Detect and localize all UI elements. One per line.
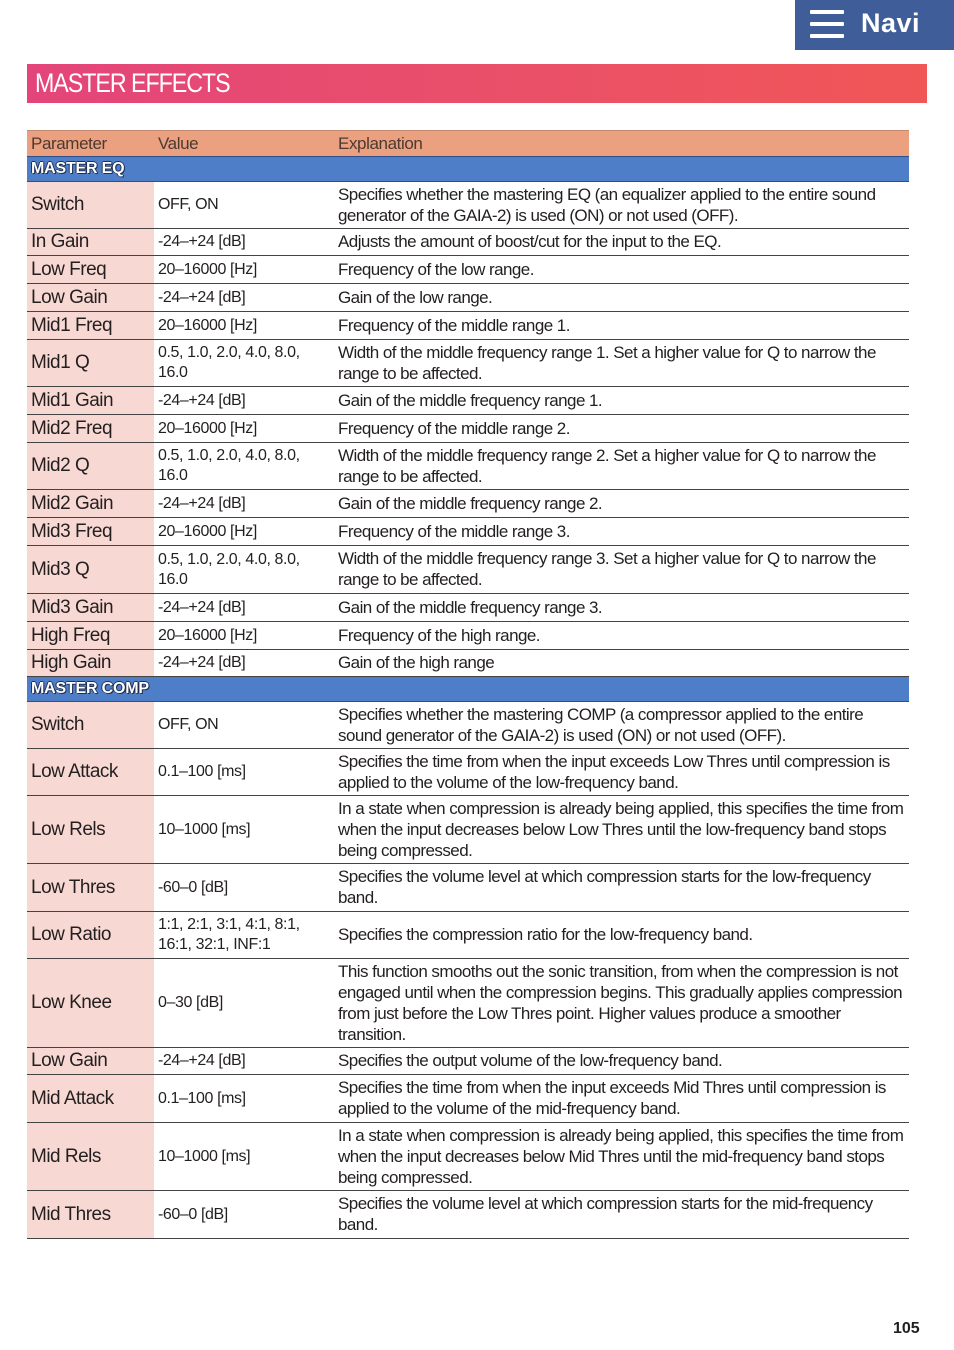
parameter-name-cell: Low Freq <box>27 256 154 284</box>
parameter-explanation-cell: In a state when compression is already being applied, this specifies the time from when the input decreases below Mid Thres until the mid-frequency band stops being compressed. <box>334 1123 909 1191</box>
table-row <box>27 1075 909 1123</box>
parameter-value-cell: 0.5, 1.0, 2.0, 4.0, 8.0, 16.0 <box>154 443 334 490</box>
parameter-explanation-cell: Specifies the output volume of the low-frequency band. <box>334 1048 909 1075</box>
parameter-explanation-cell: Gain of the high range <box>334 650 909 677</box>
parameter-name-cell: Low Attack <box>27 749 154 796</box>
parameter-explanation-cell: This function smooths out the sonic transition, from when the compression is not engaged until when the compression begins. This gradually applies compression from just before the Low Thres point. Higher values produce a smoother transition. <box>334 959 909 1048</box>
parameter-value-cell: 10–1000 [ms] <box>154 796 334 864</box>
table-row <box>27 1191 909 1239</box>
parameter-explanation-cell: Frequency of the high range. <box>334 622 909 650</box>
table-row <box>27 959 909 1048</box>
parameter-name-cell: Low Gain <box>27 1048 154 1075</box>
section-title-bar <box>27 64 927 103</box>
section-header-row <box>27 157 909 182</box>
parameter-value-cell: 1:1, 2:1, 3:1, 4:1, 8:1, 16:1, 32:1, INF:1 <box>154 912 334 959</box>
section-header-row <box>27 677 909 702</box>
parameter-value-cell: -60–0 [dB] <box>154 864 334 912</box>
parameter-value-cell: OFF, ON <box>154 702 334 749</box>
table-row <box>27 490 909 518</box>
parameter-name-cell: Mid Rels <box>27 1123 154 1191</box>
parameter-name-cell: Low Knee <box>27 959 154 1048</box>
table-row <box>27 864 909 912</box>
parameter-explanation-cell: Specifies the compression ratio for the low-frequency band. <box>334 912 909 959</box>
parameter-name-cell: Mid3 Freq <box>27 518 154 546</box>
parameter-explanation-cell: Frequency of the middle range 2. <box>334 415 909 443</box>
section-title: MASTER COMP <box>31 680 149 697</box>
parameter-explanation-cell: Adjusts the amount of boost/cut for the input to the EQ. <box>334 229 909 256</box>
parameter-name-cell: Mid1 Gain <box>27 387 154 415</box>
parameter-name-cell: Low Rels <box>27 796 154 864</box>
parameter-explanation-cell: Gain of the middle frequency range 3. <box>334 594 909 622</box>
table-body <box>27 157 909 1239</box>
parameter-explanation-cell: Width of the middle frequency range 2. Set a higher value for Q to narrow the range to be affected. <box>334 443 909 490</box>
parameter-value-cell: 0.1–100 [ms] <box>154 749 334 796</box>
parameter-explanation-cell: Gain of the middle frequency range 1. <box>334 387 909 415</box>
parameter-name-cell: Mid1 Freq <box>27 312 154 340</box>
header-explanation: Explanation <box>334 131 909 157</box>
parameter-name-cell: Mid2 Freq <box>27 415 154 443</box>
parameter-name-cell: Mid Thres <box>27 1191 154 1239</box>
parameter-name-cell: Mid3 Q <box>27 546 154 594</box>
parameter-explanation-cell: Specifies the volume level at which compression starts for the low-frequency band. <box>334 864 909 912</box>
parameter-value-cell: -24–+24 [dB] <box>154 1048 334 1075</box>
parameter-explanation-cell: Frequency of the middle range 3. <box>334 518 909 546</box>
table-row <box>27 443 909 490</box>
parameter-explanation-cell: Specifies the time from when the input exceeds Low Thres until compression is applied to the volume of the low-frequency band. <box>334 749 909 796</box>
parameter-explanation-cell: Gain of the middle frequency range 2. <box>334 490 909 518</box>
parameter-table <box>27 130 909 1239</box>
parameter-value-cell: -60–0 [dB] <box>154 1191 334 1239</box>
parameter-value-cell: -24–+24 [dB] <box>154 387 334 415</box>
parameter-name-cell: High Gain <box>27 650 154 677</box>
parameter-name-cell: Mid1 Q <box>27 340 154 387</box>
table-header-row <box>27 131 909 157</box>
parameter-value-cell: -24–+24 [dB] <box>154 594 334 622</box>
parameter-value-cell: 20–16000 [Hz] <box>154 622 334 650</box>
parameter-value-cell: 0.5, 1.0, 2.0, 4.0, 8.0, 16.0 <box>154 546 334 594</box>
navi-label: Navi <box>861 8 921 38</box>
hamburger-menu-icon <box>810 10 844 38</box>
table-row <box>27 312 909 340</box>
parameter-value-cell: -24–+24 [dB] <box>154 229 334 256</box>
parameter-name-cell: Mid Attack <box>27 1075 154 1123</box>
table-row <box>27 546 909 594</box>
parameter-explanation-cell: Specifies the volume level at which compression starts for the mid-frequency band. <box>334 1191 909 1239</box>
parameter-name-cell: Low Ratio <box>27 912 154 959</box>
parameter-value-cell: 0–30 [dB] <box>154 959 334 1048</box>
parameter-value-cell: 20–16000 [Hz] <box>154 256 334 284</box>
table-row <box>27 518 909 546</box>
parameter-name-cell: In Gain <box>27 229 154 256</box>
parameter-value-cell: 0.1–100 [ms] <box>154 1075 334 1123</box>
parameter-explanation-cell: Specifies the time from when the input exceeds Mid Thres until compression is applied to the volume of the mid-frequency band. <box>334 1075 909 1123</box>
parameter-explanation-cell: In a state when compression is already being applied, this specifies the time from when the input decreases below Low Thres until the low-frequency band stops being compressed. <box>334 796 909 864</box>
header-value: Value <box>154 131 334 157</box>
table-row <box>27 229 909 256</box>
parameter-name-cell: Mid2 Q <box>27 443 154 490</box>
header-parameter: Parameter <box>27 131 154 157</box>
parameter-name-cell: Mid3 Gain <box>27 594 154 622</box>
table-row <box>27 622 909 650</box>
navi-button[interactable] <box>795 0 954 50</box>
parameter-name-cell: Low Gain <box>27 284 154 312</box>
parameter-value-cell: 10–1000 [ms] <box>154 1123 334 1191</box>
table-row <box>27 702 909 749</box>
table-row <box>27 256 909 284</box>
parameter-name-cell: Mid2 Gain <box>27 490 154 518</box>
table-row <box>27 415 909 443</box>
parameter-explanation-cell: Specifies whether the mastering EQ (an equalizer applied to the entire sound generator of the GAIA-2) is used (ON) or not used (OFF). <box>334 182 909 229</box>
parameter-value-cell: 20–16000 [Hz] <box>154 415 334 443</box>
table-row <box>27 284 909 312</box>
table-row <box>27 749 909 796</box>
table-row <box>27 340 909 387</box>
table-row <box>27 1048 909 1075</box>
parameter-value-cell: -24–+24 [dB] <box>154 650 334 677</box>
page-number: 105 <box>893 1320 920 1337</box>
table-row <box>27 182 909 229</box>
parameter-value-cell: 20–16000 [Hz] <box>154 518 334 546</box>
table-row <box>27 796 909 864</box>
parameter-explanation-cell: Gain of the low range. <box>334 284 909 312</box>
section-header-cell <box>27 677 909 702</box>
parameter-name-cell: Switch <box>27 702 154 749</box>
table-row <box>27 1123 909 1191</box>
parameter-name-cell: High Freq <box>27 622 154 650</box>
parameter-name-cell: Low Thres <box>27 864 154 912</box>
parameter-value-cell: OFF, ON <box>154 182 334 229</box>
table-row <box>27 387 909 415</box>
parameter-name-cell: Switch <box>27 182 154 229</box>
parameter-explanation-cell: Width of the middle frequency range 1. Set a higher value for Q to narrow the range to be affected. <box>334 340 909 387</box>
parameter-explanation-cell: Frequency of the low range. <box>334 256 909 284</box>
parameter-explanation-cell: Width of the middle frequency range 3. Set a higher value for Q to narrow the range to be affected. <box>334 546 909 594</box>
table-row <box>27 912 909 959</box>
parameter-explanation-cell: Frequency of the middle range 1. <box>334 312 909 340</box>
parameter-value-cell: 20–16000 [Hz] <box>154 312 334 340</box>
parameter-value-cell: -24–+24 [dB] <box>154 490 334 518</box>
section-header-cell <box>27 157 909 182</box>
parameter-value-cell: -24–+24 [dB] <box>154 284 334 312</box>
table-row <box>27 594 909 622</box>
parameter-value-cell: 0.5, 1.0, 2.0, 4.0, 8.0, 16.0 <box>154 340 334 387</box>
section-title: MASTER EQ <box>31 160 125 177</box>
parameter-explanation-cell: Specifies whether the mastering COMP (a compressor applied to the entire sound generator of the GAIA-2) is used (ON) or not used (OFF). <box>334 702 909 749</box>
page-title: MASTER EFFECTS <box>35 68 230 98</box>
table-row <box>27 650 909 677</box>
